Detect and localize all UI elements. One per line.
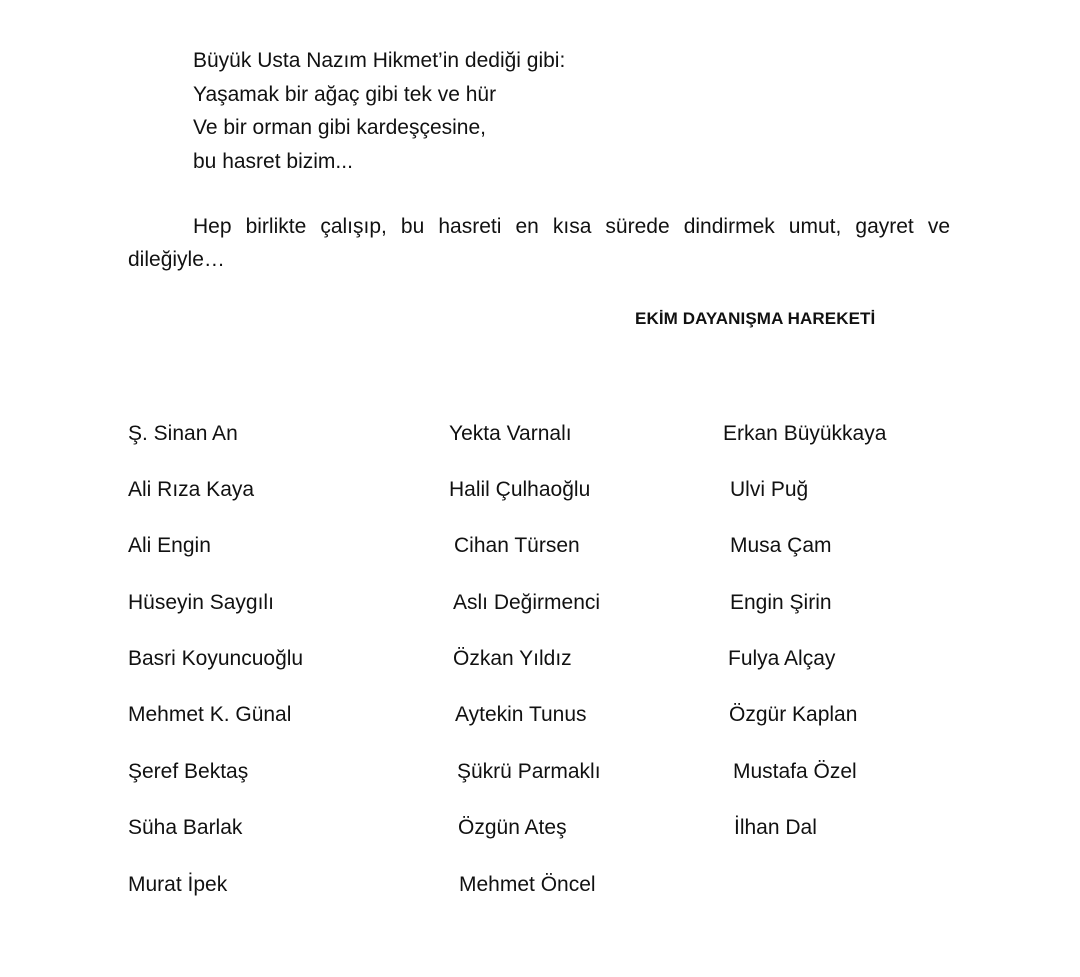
signatory-name: Cihan Türsen xyxy=(454,534,580,557)
signatory-name: Özgün Ateş xyxy=(458,816,567,839)
signatory-name: Ş. Sinan An xyxy=(128,422,238,445)
signatory-name: Mustafa Özel xyxy=(733,760,857,783)
signatory-name: Yekta Varnalı xyxy=(449,422,572,445)
signatory-name: Halil Çulhaoğlu xyxy=(449,478,591,501)
signatory-name: Aytekin Tunus xyxy=(455,703,587,726)
signatory-name: Ali Engin xyxy=(128,534,211,557)
poem-line: Büyük Usta Nazım Hikmet’in dediği gibi: xyxy=(193,49,566,72)
signatory-name: Ulvi Puğ xyxy=(730,478,809,501)
signatory-name: Mehmet Öncel xyxy=(459,873,596,896)
poem-line: Ve bir orman gibi kardeşçesine, xyxy=(193,116,486,139)
signatory-name: Ali Rıza Kaya xyxy=(128,478,255,501)
signatory-name: Özkan Yıldız xyxy=(453,647,572,670)
signatory-name: Basri Koyuncuoğlu xyxy=(128,647,304,670)
poem-line: bu hasret bizim... xyxy=(193,149,353,173)
signatory-name: Murat İpek xyxy=(128,873,228,896)
signatory-name: Özgür Kaplan xyxy=(729,703,858,726)
signatory-name: Şükrü Parmaklı xyxy=(457,760,601,783)
closing-paragraph: Hep birlikte çalışıp, bu hasreti en kısa sürede dindirmek umut, gayret ve dileğiyle… xyxy=(128,215,950,271)
signatory-name: Mehmet K. Günal xyxy=(128,703,292,726)
signatory-name: Şeref Bektaş xyxy=(128,760,249,783)
signatory-name: İlhan Dal xyxy=(734,816,817,839)
signatory-name: Süha Barlak xyxy=(128,816,243,839)
signatory-name: Engin Şirin xyxy=(730,591,832,614)
signature-organization: EKİM DAYANIŞMA HAREKETİ xyxy=(635,309,876,328)
signatory-name: Hüseyin Saygılı xyxy=(128,591,274,614)
signatory-name: Musa Çam xyxy=(730,534,832,557)
poem-line: Yaşamak bir ağaç gibi tek ve hür xyxy=(193,82,497,106)
signatory-name: Erkan Büyükkaya xyxy=(723,422,887,445)
signatory-name: Fulya Alçay xyxy=(728,647,836,670)
signatory-name: Aslı Değirmenci xyxy=(453,591,601,614)
